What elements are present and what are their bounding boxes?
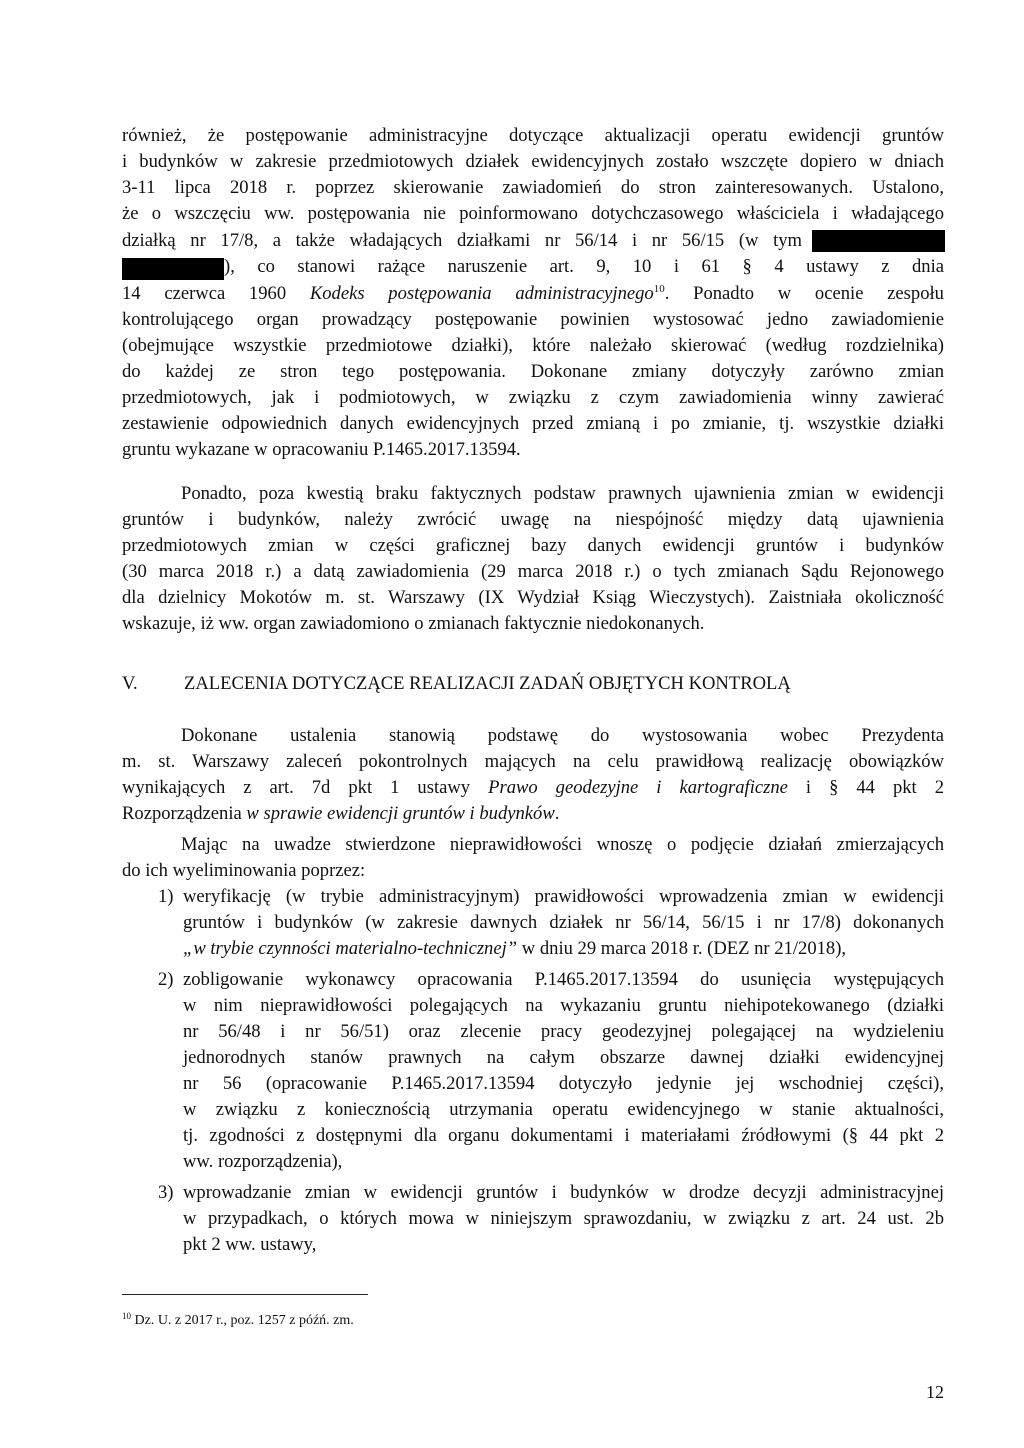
section-number: V. xyxy=(122,673,138,694)
body-text-line: Dokonane ustalenia stanowią podstawę do wystosowania wobec Prezydenta xyxy=(181,725,944,746)
body-text-line xyxy=(122,801,944,827)
act-title-italic: Kodeks postępowania administracyjnego xyxy=(309,283,654,304)
body-text-line: działką nr 17/8, a także władających działkami nr 56/14 i nr 56/15 (w tym xyxy=(122,230,802,251)
body-text-line: ), co stanowi rażące naruszenie art. 9, 10 i 61 § 4 ustawy z dnia xyxy=(224,256,944,277)
text-run: . Ponadto w ocenie zespołu xyxy=(664,283,944,304)
body-text-line: i budynków w zakresie przedmiotowych działek ewidencyjnych zostało wszczęte dopiero w dniach xyxy=(122,151,944,172)
list-item-line: nr 56 (opracowanie P.1465.2017.13594 dotyczyło jedynie jej wschodniej części), xyxy=(183,1073,944,1094)
body-text-line: (30 marca 2018 r.) a datą zawiadomienia (29 marca 2018 r.) o tych zmianach Sądu Rejonowego xyxy=(122,561,944,582)
body-text-line: gruntu wykazane w opracowaniu P.1465.2017.13594. xyxy=(122,439,521,460)
text-run: . xyxy=(554,803,560,824)
body-text-line: 3-11 lipca 2018 r. poprzez skierowanie zawiadomień do stron zainteresowanych. Ustalono, xyxy=(122,177,944,198)
body-text-line: Mając na uwadze stwierdzone nieprawidłowości wnoszę o podjęcie działań zmierzających xyxy=(181,834,944,855)
list-item-line xyxy=(183,936,944,962)
body-text-line: (obejmujące wszystkie przedmiotowe działki), które należało skierować (według rozdzielnika) xyxy=(122,335,944,356)
text-run: w dniu 29 marca 2018 r. (DEZ nr 21/2018), xyxy=(517,938,847,959)
footnote-reference[interactable]: 10 xyxy=(653,283,665,295)
list-number: 1) xyxy=(158,886,174,907)
text-run: wynikających z art. 7d pkt 1 ustawy xyxy=(122,777,489,798)
act-title-italic: Prawo geodezyjne i kartograficzne xyxy=(488,777,788,798)
body-text-line xyxy=(122,775,944,801)
list-item-line: w nim nieprawidłowości polegających na wykazaniu gruntu niehipotekowanego (działki xyxy=(183,995,944,1016)
section-heading xyxy=(122,671,791,697)
body-text-line: gruntów i budynków, należy zwrócić uwagę na niespójność między datą ujawnienia xyxy=(122,509,944,530)
list-item-line: weryfikację (w trybie administracyjnym) prawidłowości wprowadzenia zmian w ewidencji xyxy=(183,886,944,907)
body-text-line: do każdej ze stron tego postępowania. Dokonane zmiany dotyczyły zarówno zmian xyxy=(122,361,944,382)
list-item-line: nr 56/48 i nr 56/51) oraz zlecenie pracy geodezyjnej polegającej na wydzieleniu xyxy=(183,1021,944,1042)
list-item-line: zobligowanie wykonawcy opracowania P.1465.2017.13594 do usunięcia występujących xyxy=(183,969,944,990)
body-text-line: m. st. Warszawy zaleceń pokontrolnych mających na celu prawidłową realizację obowiązków xyxy=(122,751,944,772)
body-text-line: przedmiotowych zmian w części graficznej bazy danych ewidencji gruntów i budynków xyxy=(122,535,944,556)
body-text-line: przedmiotowych, jak i podmiotowych, w związku z czym zawiadomienia winny zawierać xyxy=(122,387,944,408)
body-text-line: wskazuje, iż ww. organ zawiadomiono o zmianach faktycznie niedokonanych. xyxy=(122,613,705,634)
regulation-title-italic: w sprawie ewidencji gruntów i budynków xyxy=(246,803,555,824)
body-text-line xyxy=(122,281,944,307)
redaction-block xyxy=(122,258,224,280)
body-text-line: również, że postępowanie administracyjne dotyczące aktualizacji operatu ewidencji gruntów xyxy=(122,125,944,146)
text-run: Rozporządzenia xyxy=(122,803,247,824)
footnote-number: 10 xyxy=(122,1311,131,1321)
body-text-line: do ich wyeliminowania poprzez: xyxy=(122,860,366,881)
body-text-line: że o wszczęciu ww. postępowania nie poinformowano dotychczasowego właściciela i władającego xyxy=(122,203,944,224)
list-item-line: w związku z koniecznością utrzymania operatu ewidencyjnego w stanie aktualności, xyxy=(183,1099,944,1120)
body-text-line: zestawienie odpowiednich danych ewidencyjnych przed zmianą i po zmianie, tj. wszystkie działki xyxy=(122,413,944,434)
list-item-line: w przypadkach, o których mowa w niniejszym sprawozdaniu, w związku z art. 24 ust. 2b xyxy=(183,1208,944,1229)
body-text-line: dla dzielnicy Mokotów m. st. Warszawy (IX Wydział Ksiąg Wieczystych). Zaistniała okoliczność xyxy=(122,587,944,608)
redaction-block xyxy=(812,230,945,252)
list-item-line: pkt 2 ww. ustawy, xyxy=(183,1234,317,1255)
footnote-text: Dz. U. z 2017 r., poz. 1257 z późń. zm. xyxy=(134,1313,354,1328)
list-number: 3) xyxy=(158,1182,174,1203)
list-item-line: ww. rozporządzenia), xyxy=(183,1151,343,1172)
list-item-line: gruntów i budynków (w zakresie dawnych działek nr 56/14, 56/15 i nr 17/8) dokonanych xyxy=(183,912,944,933)
quoted-italic: „w trybie czynności materialno-technicznej” xyxy=(183,938,518,959)
list-item-line: wprowadzanie zmian w ewidencji gruntów i budynków w drodze decyzji administracyjnej xyxy=(183,1182,944,1203)
text-run: 14 czerwca 1960 xyxy=(122,283,310,304)
footnote xyxy=(122,1306,354,1331)
text-run: i § 44 pkt 2 xyxy=(787,777,945,798)
section-title: ZALECENIA DOTYCZĄCE REALIZACJI ZADAŃ OBJĘTYCH KONTROLĄ xyxy=(184,673,791,694)
list-item-line: jednorodnych stanów prawnych na całym obszarze dawnej działki ewidencyjnej xyxy=(183,1047,944,1068)
page-number: 12 xyxy=(926,1382,944,1402)
body-text-line: Ponadto, poza kwestią braku faktycznych podstaw prawnych ujawnienia zmian w ewidencji xyxy=(181,483,944,504)
body-text-line: kontrolującego organ prowadzący postępowanie powinien wystosować jedno zawiadomienie xyxy=(122,309,944,330)
list-item-line: tj. zgodności z dostępnymi dla organu dokumentami i materiałami źródłowymi (§ 44 pkt 2 xyxy=(183,1125,944,1146)
list-number: 2) xyxy=(158,969,174,990)
footnote-separator xyxy=(122,1294,368,1295)
